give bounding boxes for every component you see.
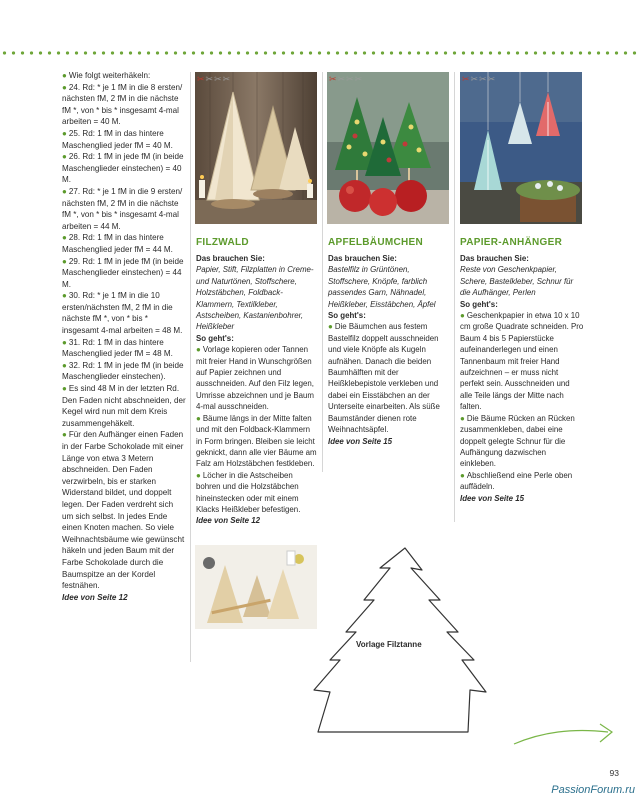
idea-reference: Idee von Seite 12 [62,592,128,602]
materials-list: Papier, Stift, Filzplatten in Creme- und Naturtönen, Stoffschere, Holzstäbchen, Foldback-Klammern, Textilkleber, Astscheiben, Kastanienbohrer, Heißkleber [196,265,314,332]
scissors-icon: ✂ [462,74,471,84]
idea-reference: Idee von Seite 12 [196,516,261,526]
step: ● Geschenkpapier in etwa 10 x 10 cm große Quadrate schneiden. Pro Baum 4 bis 5 Papierstücke aufeinanderlegen und einen Tannenbaum mit freier Hand aufzeichnen – er muss nicht perfekt sein. Ausschneiden und alle Teile längs der Mitte nach falten. [460,311,584,412]
instruction-line: ● 26. Rd: 1 fM in jede fM (in beide Maschenglieder einstechen) = 40 M. [62,152,184,185]
instruction-line: ● 29. Rd: 1 fM in jede fM (in beide Maschenglieder einstechen) = 44 M. [62,256,184,289]
step: ● Vorlage kopieren oder Tannen mit freier Hand in Wunschgrößen auf Papier zeichnen und ausschneiden. Auf den Filz legen, Umrisse abzeichnen und je Baum 4-mal ausschneiden. [196,345,315,412]
next-page-arrow-icon [512,718,620,752]
difficulty-rating [329,74,363,85]
materials-list: Bastelfilz in Grüntönen, Stoffschere, Knöpfe, farblich passendes Garn, Nähnadel, Heißkleber, Eisstäbchen, Äpfel [328,265,436,309]
instruction-line: ● Für den Aufhänger einen Faden in der Farbe Schokolade mit einer Länge von etwa 3 Metern abschneiden. Den Faden verzwirbeln, bis er starken Widerstand bildet, und doppelt legen. Der Faden verdreht sich um sich selbst. In jedes Ende einen Knoten machen. So viele Weihnachtsbäume wie gewünscht häkeln und jeden Baum mit der Farbe Schokolade durch die Baumspitze an der Kordel festnähen. [62,430,185,591]
needs-label: Das brauchen Sie: [196,254,265,263]
watermark: PassionForum.ru [551,784,635,796]
section-title-apfel: APFELBÄUMCHEN [328,237,424,248]
instruction-line: ● 27. Rd: * je 1 fM in die 9 ersten/ nächsten fM, 2 fM in die nächste fM *, von * bis * insgesamt 4-mal arbeiten = 44 M. [62,186,183,231]
tree-template-outline [310,520,610,745]
felt-forest-photo [195,72,317,224]
scissors-icon: ✂✂✂ [337,74,364,84]
step: ● Abschließend eine Perle oben auffädeln. [460,470,573,492]
papier-text [460,253,584,504]
how-label: So geht's: [460,299,498,309]
section-title-filzwald: FILZWALD [196,237,249,248]
scissors-icon: ✂✂✂ [205,74,232,84]
instruction-line: ● 32. Rd: 1 fM in jede fM (in beide Maschenglieder einstechen). [62,360,184,382]
apfel-text [328,253,450,447]
instruction-line: ● 31. Rd: 1 fM in das hintere Maschenglied jeder fM = 48 M. [62,337,173,359]
section-title-papier: PAPIER-ANHÄNGER [460,237,563,248]
instruction-line: ● Wie folgt weiterhäkeln: [62,71,151,80]
how-label: So geht's: [196,333,234,343]
filzwald-text [196,253,318,527]
page-number: 93 [609,768,619,778]
craft-materials-photo [195,545,317,629]
scissors-icon: ✂ [197,74,206,84]
step: ● Die Bäume Rücken an Rücken zusammenkleben, dabei eine doppelt gelegte Schnur für die Aufhängung dazwischen einkleben. [460,413,575,469]
instruction-line: ● 24. Rd: * je 1 fM in die 8 ersten/ nächsten fM, 2 fM in die nächste fM *, von * bis * insgesamt 4-mal arbeiten = 40 M. [62,82,183,127]
needs-label: Das brauchen Sie: [328,254,397,263]
step: ● Bäume längs in der Mitte falten und mit den Foldback-Klammern in Form bringen. Bleiben sie leicht geknickt, dann alle vier Bäume am Falz am Holzstäbchen festkleben. [196,413,317,469]
idea-reference: Idee von Seite 15 [328,436,393,446]
column-divider [454,72,455,522]
step: ● Die Bäumchen aus festem Bastelfilz doppelt ausschneiden und viele Knöpfe als Kugeln aufnähen. Danach die beiden Baumhälften mit der Heißklebepistole verkleben und dabei ein Eisstäbchen an der Unterseite einarbeiten. Als süße Baumständer dienen rote Weihnachtsäpfel. [328,322,440,435]
idea-reference: Idee von Seite 15 [460,493,525,503]
instruction-line: ● 25. Rd: 1 fM in das hintere Maschenglied jeder fM = 40 M. [62,128,173,150]
column-divider [190,72,191,662]
paper-ornaments-photo [460,72,582,224]
difficulty-rating [197,74,231,85]
difficulty-rating [462,74,496,85]
dotted-divider [0,50,640,56]
template-label: Vorlage Filztanne [356,640,422,649]
column-divider [322,72,323,472]
step: ● Löcher in die Astscheiben bohren und die Holzstäbchen hineinstecken oder mit einem Klacks Heißkleber befestigen. [196,470,301,514]
instruction-line: ● 30. Rd: * je 1 fM in die 10 ersten/nächsten fM, 2 fM in die nächste fM *, von * bis * insgesamt 4-mal arbeiten = 48 M. [62,291,183,336]
instruction-line: ● Es sind 48 M in der letzten Rd. Den Faden nicht abschneiden, der Kegel wird nun mit dem Kreis zusammengehäkelt. [62,384,186,428]
scissors-icon: ✂ [329,74,338,84]
scissors-icon: ✂✂✂ [470,74,497,84]
crochet-instructions-column [62,70,186,603]
instruction-line: ● 28. Rd: 1 fM in das hintere Maschenglied jeder fM = 44 M. [62,233,173,254]
how-label: So geht's: [328,311,366,321]
materials-list: Reste von Geschenkpapier, Schere, Bastelkleber, Schnur für die Aufhänger, Perlen [460,265,574,298]
needs-label: Das brauchen Sie: [460,254,529,263]
apple-trees-photo [327,72,449,224]
